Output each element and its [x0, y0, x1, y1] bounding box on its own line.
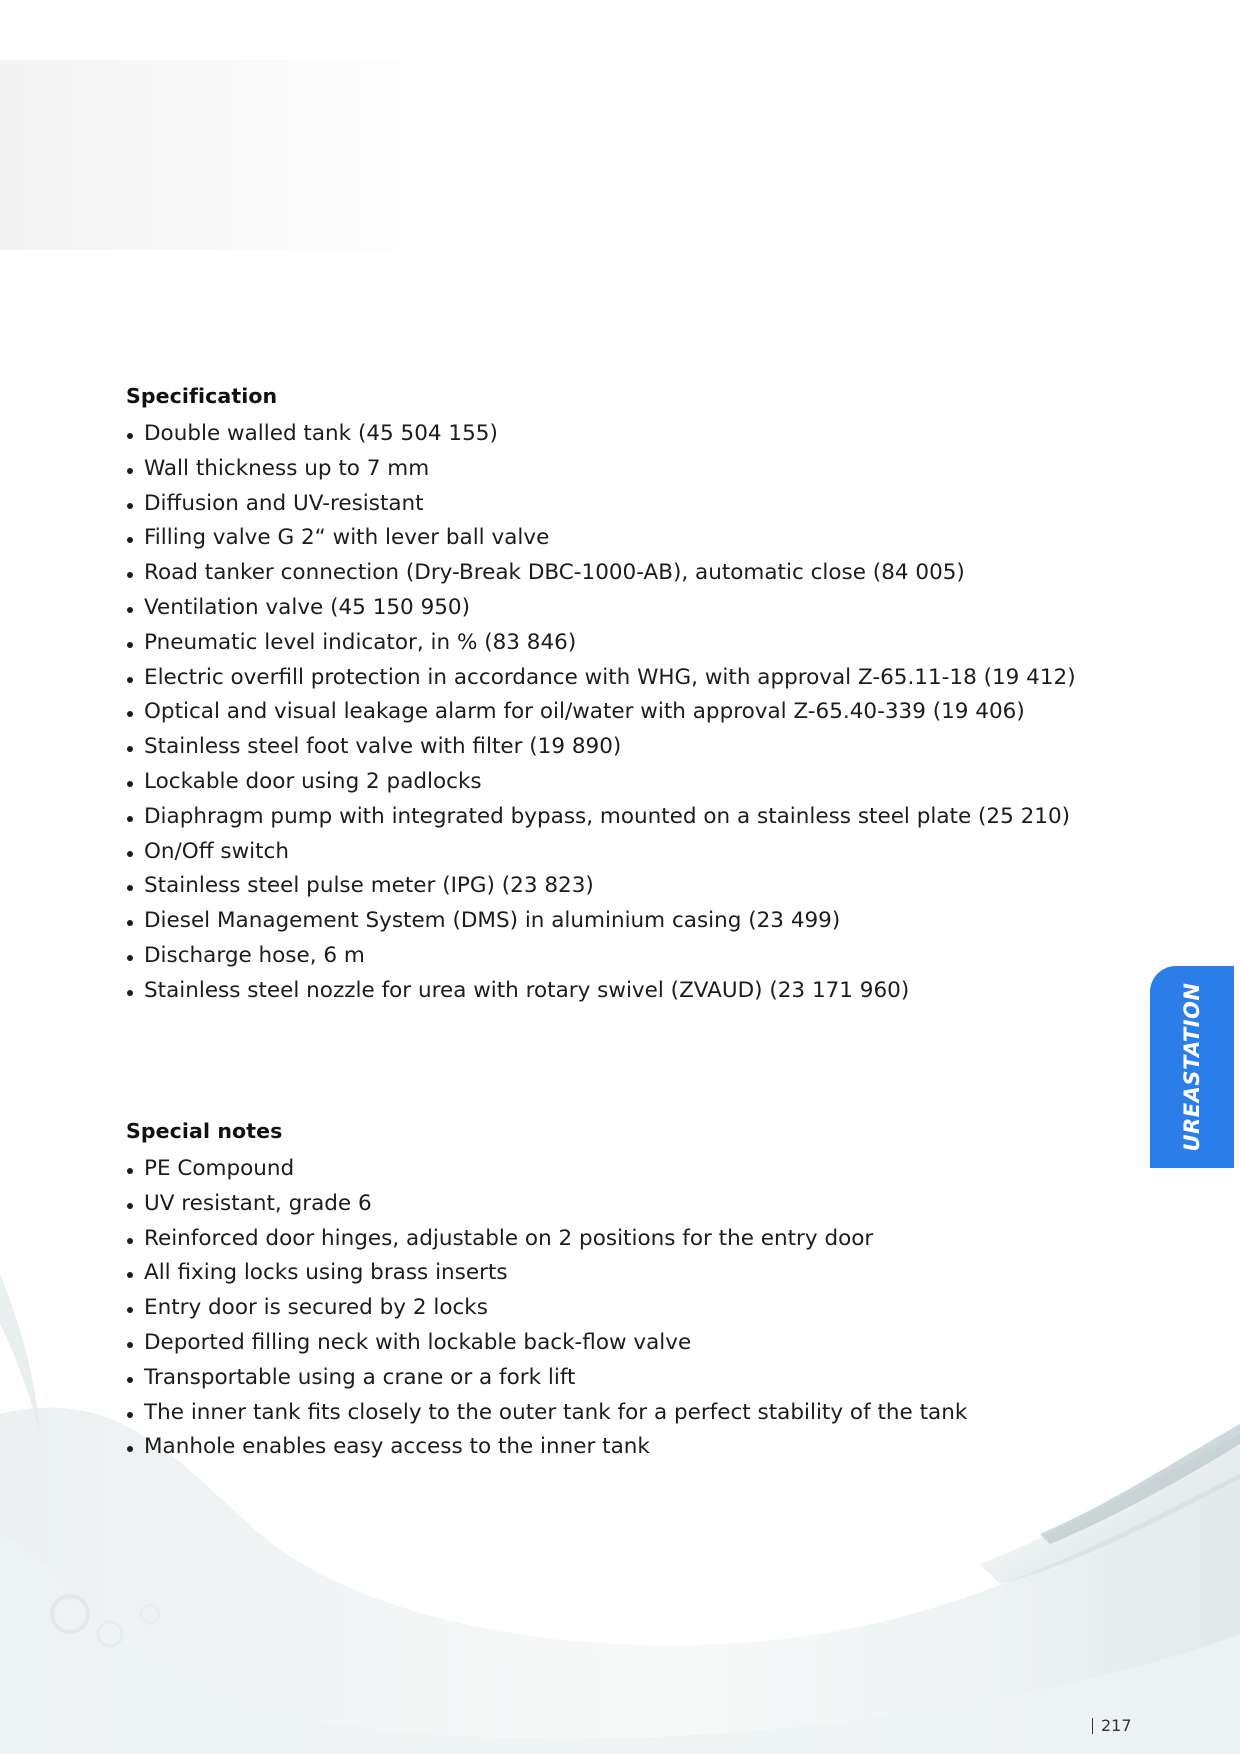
list-item: Stainless steel nozzle for urea with rotary swivel (ZVAUD) (23 171 960) [126, 974, 1076, 1009]
top-background-fade [0, 60, 460, 250]
list-item: Lockable door using 2 padlocks [126, 765, 1076, 800]
list-item: Pneumatic level indicator, in % (83 846) [126, 626, 1076, 661]
list-item: PE Compound [126, 1152, 967, 1187]
specification-list [126, 417, 1076, 1009]
list-item: Ventilation valve (45 150 950) [126, 591, 1076, 626]
list-item: Stainless steel foot valve with filter (19 890) [126, 730, 1076, 765]
list-item: Diaphragm pump with integrated bypass, mounted on a stainless steel plate (25 210) [126, 800, 1076, 835]
list-item: Manhole enables easy access to the inner tank [126, 1430, 967, 1465]
list-item: Stainless steel pulse meter (IPG) (23 823) [126, 869, 1076, 904]
list-item: Electric overfill protection in accordance with WHG, with approval Z-65.11-18 (19 412) [126, 661, 1076, 696]
special-notes-list [126, 1152, 967, 1465]
list-item: All fixing locks using brass inserts [126, 1256, 967, 1291]
page-number: 217 [1092, 1718, 1132, 1734]
list-item: Reinforced door hinges, adjustable on 2 positions for the entry door [126, 1222, 967, 1257]
list-item: Transportable using a crane or a fork lift [126, 1361, 967, 1396]
list-item: Wall thickness up to 7 mm [126, 452, 1076, 487]
list-item: Optical and visual leakage alarm for oil/water with approval Z-65.40-339 (19 406) [126, 695, 1076, 730]
side-tab-label: UREASTATION [1180, 982, 1204, 1152]
list-item: On/Off switch [126, 835, 1076, 870]
section-side-tab [1150, 966, 1234, 1168]
list-item: Diffusion and UV-resistant [126, 487, 1076, 522]
list-item: Double walled tank (45 504 155) [126, 417, 1076, 452]
specification-heading: Specification [126, 384, 278, 408]
list-item: Deported filling neck with lockable back-flow valve [126, 1326, 967, 1361]
list-item: Diesel Management System (DMS) in aluminium casing (23 499) [126, 904, 1076, 939]
list-item: UV resistant, grade 6 [126, 1187, 967, 1222]
list-item: Filling valve G 2“ with lever ball valve [126, 521, 1076, 556]
list-item: Road tanker connection (Dry-Break DBC-1000-AB), automatic close (84 005) [126, 556, 1076, 591]
list-item: Entry door is secured by 2 locks [126, 1291, 967, 1326]
list-item: The inner tank fits closely to the outer tank for a perfect stability of the tank [126, 1396, 967, 1431]
list-item: Discharge hose, 6 m [126, 939, 1076, 974]
special-notes-heading: Special notes [126, 1119, 283, 1143]
